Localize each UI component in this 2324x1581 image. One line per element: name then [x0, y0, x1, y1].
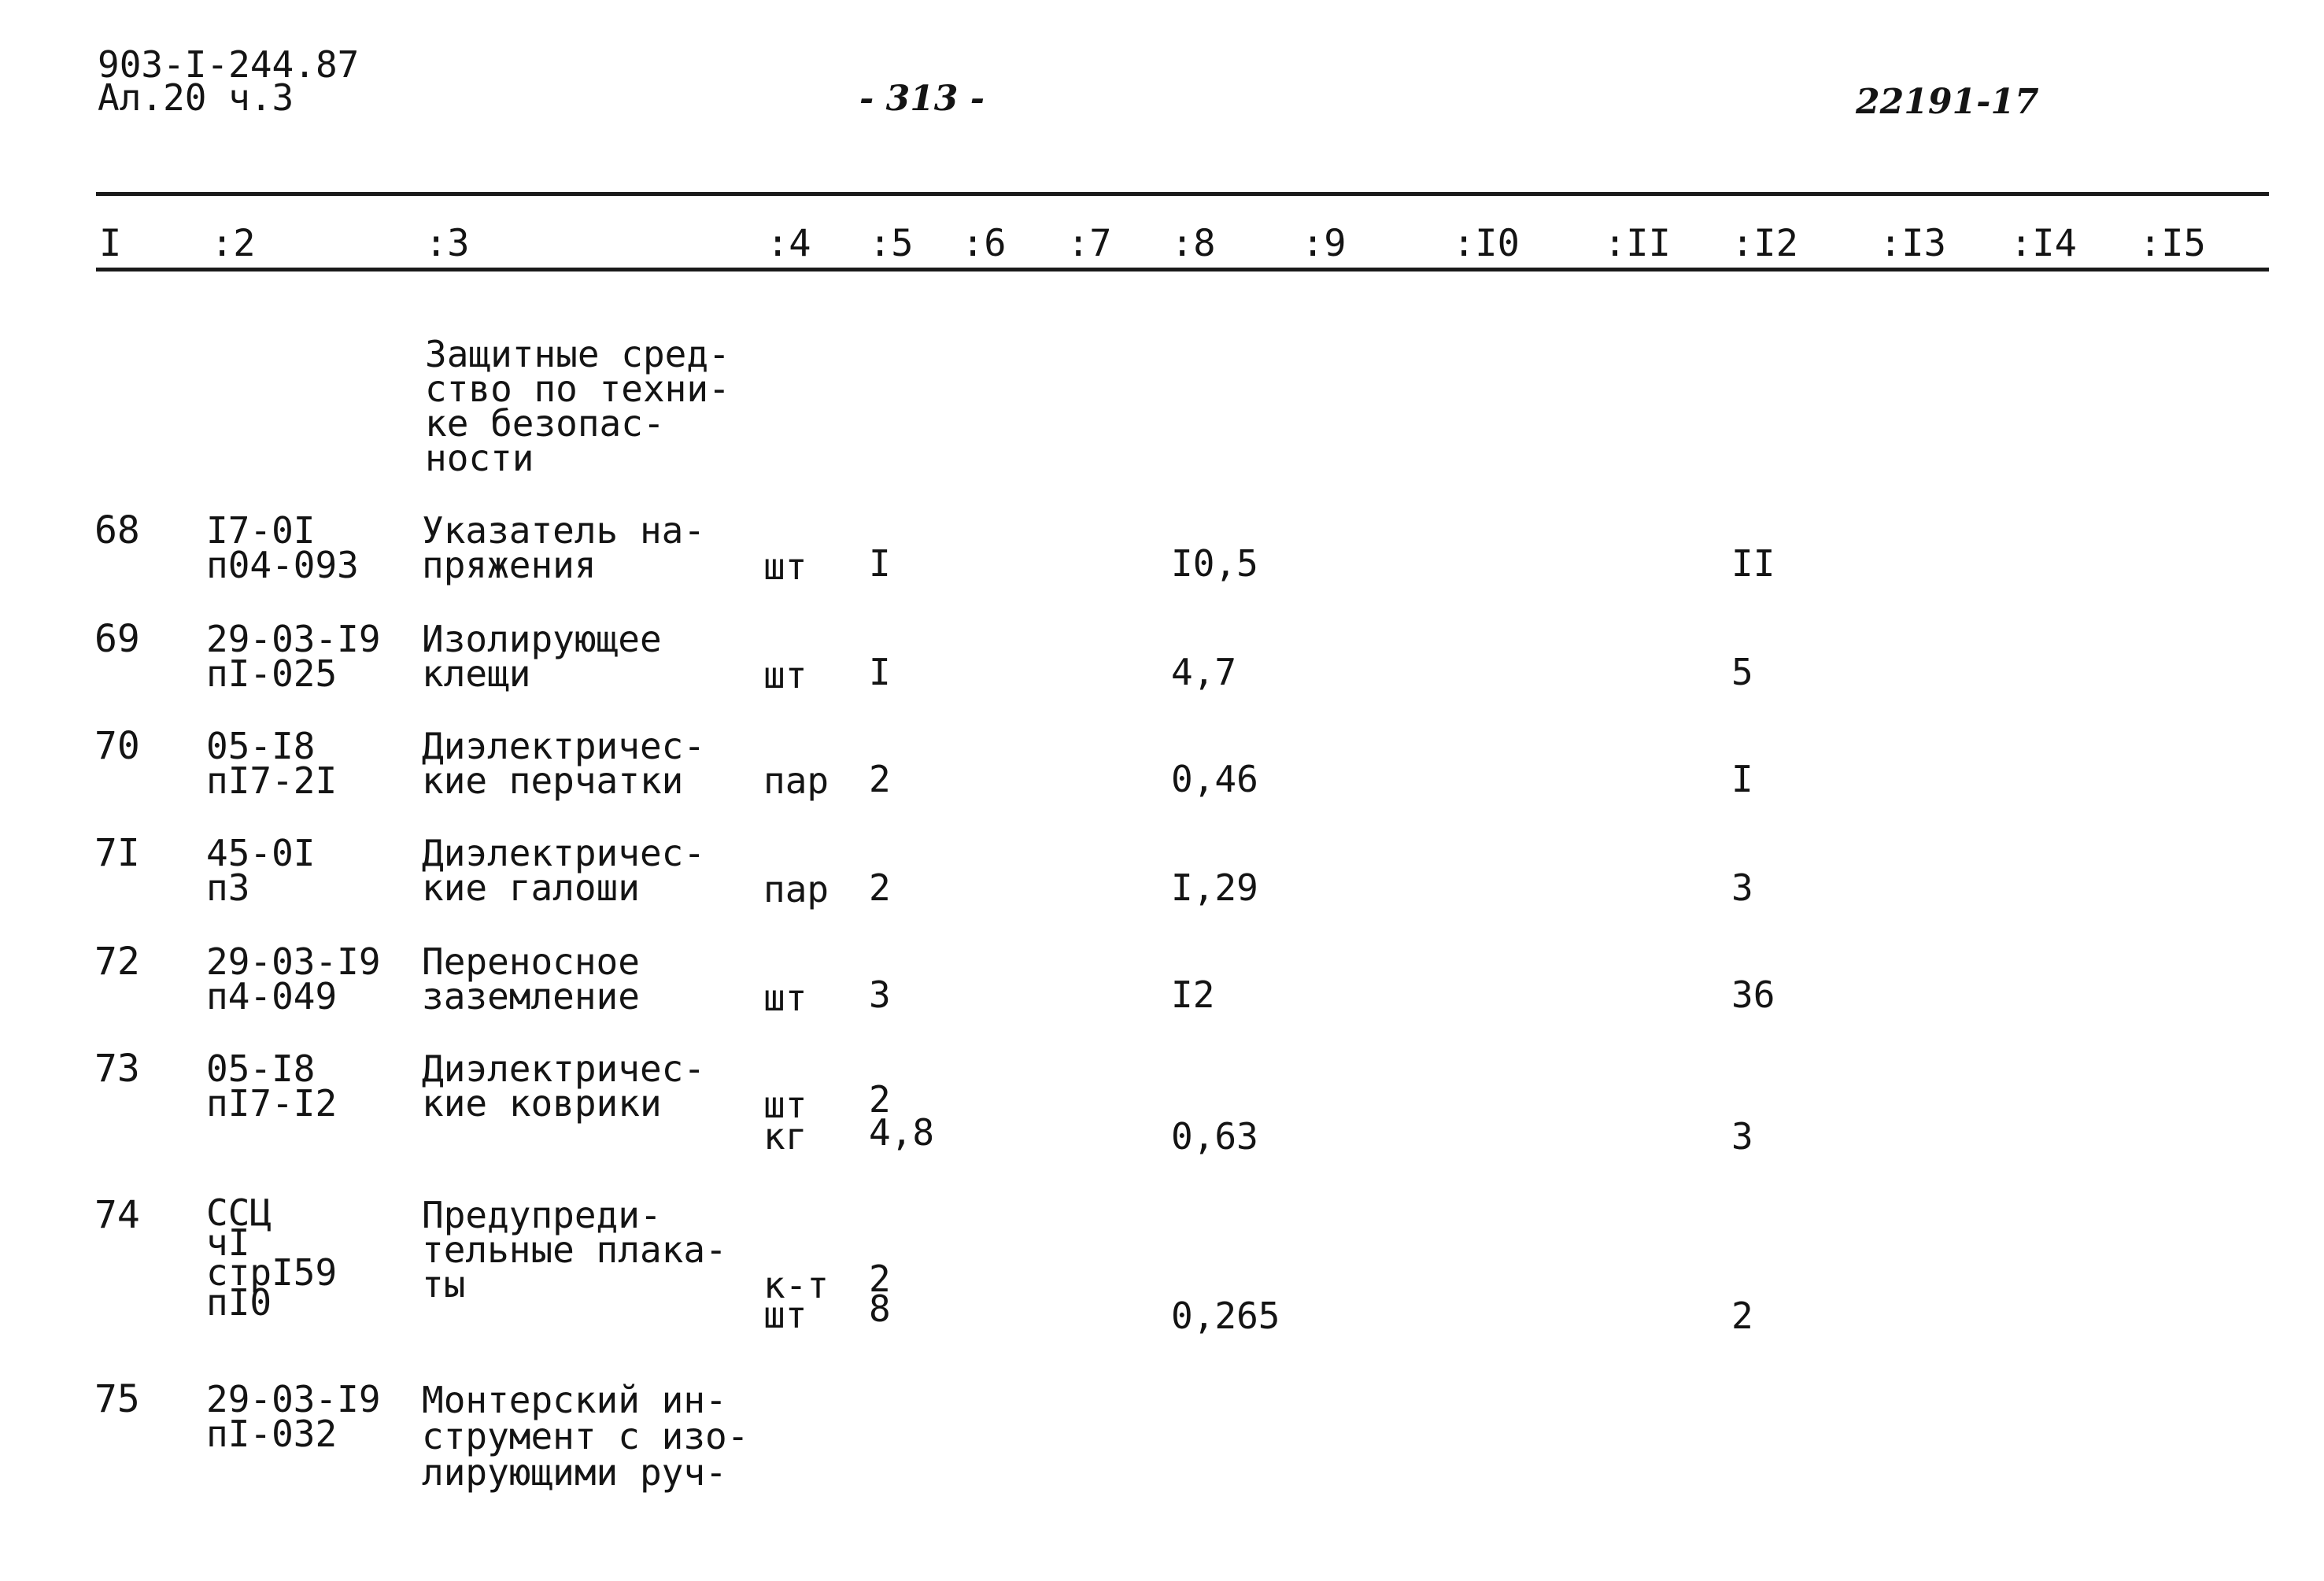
column-8-value: I2 — [1171, 973, 1215, 1016]
row-number: 70 — [94, 724, 140, 768]
header-bottom-rule — [96, 268, 2269, 272]
item-name: Диэлектричес- кие галоши — [422, 832, 706, 909]
quantity: 2 8 — [869, 1258, 891, 1330]
row-number: 72 — [94, 940, 140, 984]
price-code: ССЦ чI стрI59 пI0 — [206, 1191, 338, 1324]
item-name: Переносное заземление — [422, 940, 640, 1018]
column-8-value: 0,265 — [1171, 1295, 1280, 1337]
column-12-value: 2 — [1731, 1295, 1753, 1337]
item-name: Указатель на- пряжения — [422, 509, 706, 586]
column-12-value: I — [1731, 758, 1753, 800]
column-header: :8 — [1171, 222, 1216, 265]
column-header: :I3 — [1879, 222, 1946, 265]
price-code: 45-0I п3 — [206, 832, 316, 909]
column-8-value: 4,7 — [1171, 651, 1237, 693]
column-header: :6 — [962, 222, 1007, 265]
price-code: 29-03-I9 пI-032 — [206, 1378, 381, 1455]
column-header: :I0 — [1453, 222, 1520, 265]
quantity: 2 — [869, 758, 891, 800]
quantity: I — [869, 651, 891, 693]
price-code: 29-03-I9 п4-049 — [206, 940, 381, 1018]
item-name: Изолирующее клещи — [422, 618, 662, 695]
row-number: 69 — [94, 617, 140, 661]
document-code: 903-I-244.87 — [98, 43, 360, 86]
price-code: I7-0I п04-093 — [206, 509, 359, 586]
page-number: - 313 - — [859, 79, 985, 119]
unit: к-т шт — [763, 1264, 829, 1336]
column-header: :2 — [211, 222, 256, 265]
column-8-value: 0,46 — [1171, 758, 1258, 800]
column-12-value: II — [1731, 542, 1775, 585]
unit: шт кг — [763, 1084, 807, 1158]
column-header: :I2 — [1731, 222, 1798, 265]
quantity: 2 4,8 — [869, 1078, 935, 1154]
column-8-value: I,29 — [1171, 866, 1258, 909]
column-header: :5 — [869, 222, 914, 265]
item-name: Монтерский ин- струмент с изо- лирующими руч- — [422, 1379, 749, 1494]
column-header: :II — [1604, 222, 1671, 265]
column-header: :4 — [767, 222, 811, 265]
column-header: :7 — [1067, 222, 1112, 265]
price-code: 29-03-I9 пI-025 — [206, 618, 381, 695]
quantity: 3 — [869, 973, 891, 1016]
column-8-value: I0,5 — [1171, 542, 1258, 585]
column-12-value: 5 — [1731, 651, 1753, 693]
price-code: 05-I8 пI7-2I — [206, 725, 338, 802]
column-12-value: 3 — [1731, 1115, 1753, 1158]
sheet-code: 22191-17 — [1856, 82, 2039, 122]
price-code: 05-I8 пI7-I2 — [206, 1047, 338, 1125]
unit: шт — [763, 545, 807, 588]
unit: шт — [763, 654, 807, 696]
row-number: 73 — [94, 1047, 140, 1091]
row-number: 75 — [94, 1377, 140, 1421]
column-12-value: 36 — [1731, 973, 1775, 1016]
section-title: Защитные сред- ство по техни- ке безопас- ности — [425, 333, 730, 479]
row-number: 74 — [94, 1193, 140, 1237]
item-name: Предупреди- тельные плака- ты — [422, 1194, 727, 1306]
quantity: I — [869, 542, 891, 585]
column-8-value: 0,63 — [1171, 1115, 1258, 1158]
unit: шт — [763, 977, 807, 1019]
album-part: Ал.20 ч.3 — [98, 76, 294, 119]
row-number: 68 — [94, 508, 140, 552]
header-top-rule — [96, 192, 2269, 196]
unit: пар — [763, 759, 829, 802]
column-header: :9 — [1302, 222, 1347, 265]
row-number: 7I — [94, 831, 140, 875]
column-header: :I5 — [2139, 222, 2206, 265]
column-12-value: 3 — [1731, 866, 1753, 909]
item-name: Диэлектричес- кие перчатки — [422, 725, 706, 802]
quantity: 2 — [869, 866, 891, 909]
item-name: Диэлектричес- кие коврики — [422, 1047, 706, 1125]
column-header: :3 — [425, 222, 470, 265]
column-header: I — [99, 222, 122, 265]
unit: пар — [763, 868, 829, 911]
column-header: :I4 — [2010, 222, 2077, 265]
